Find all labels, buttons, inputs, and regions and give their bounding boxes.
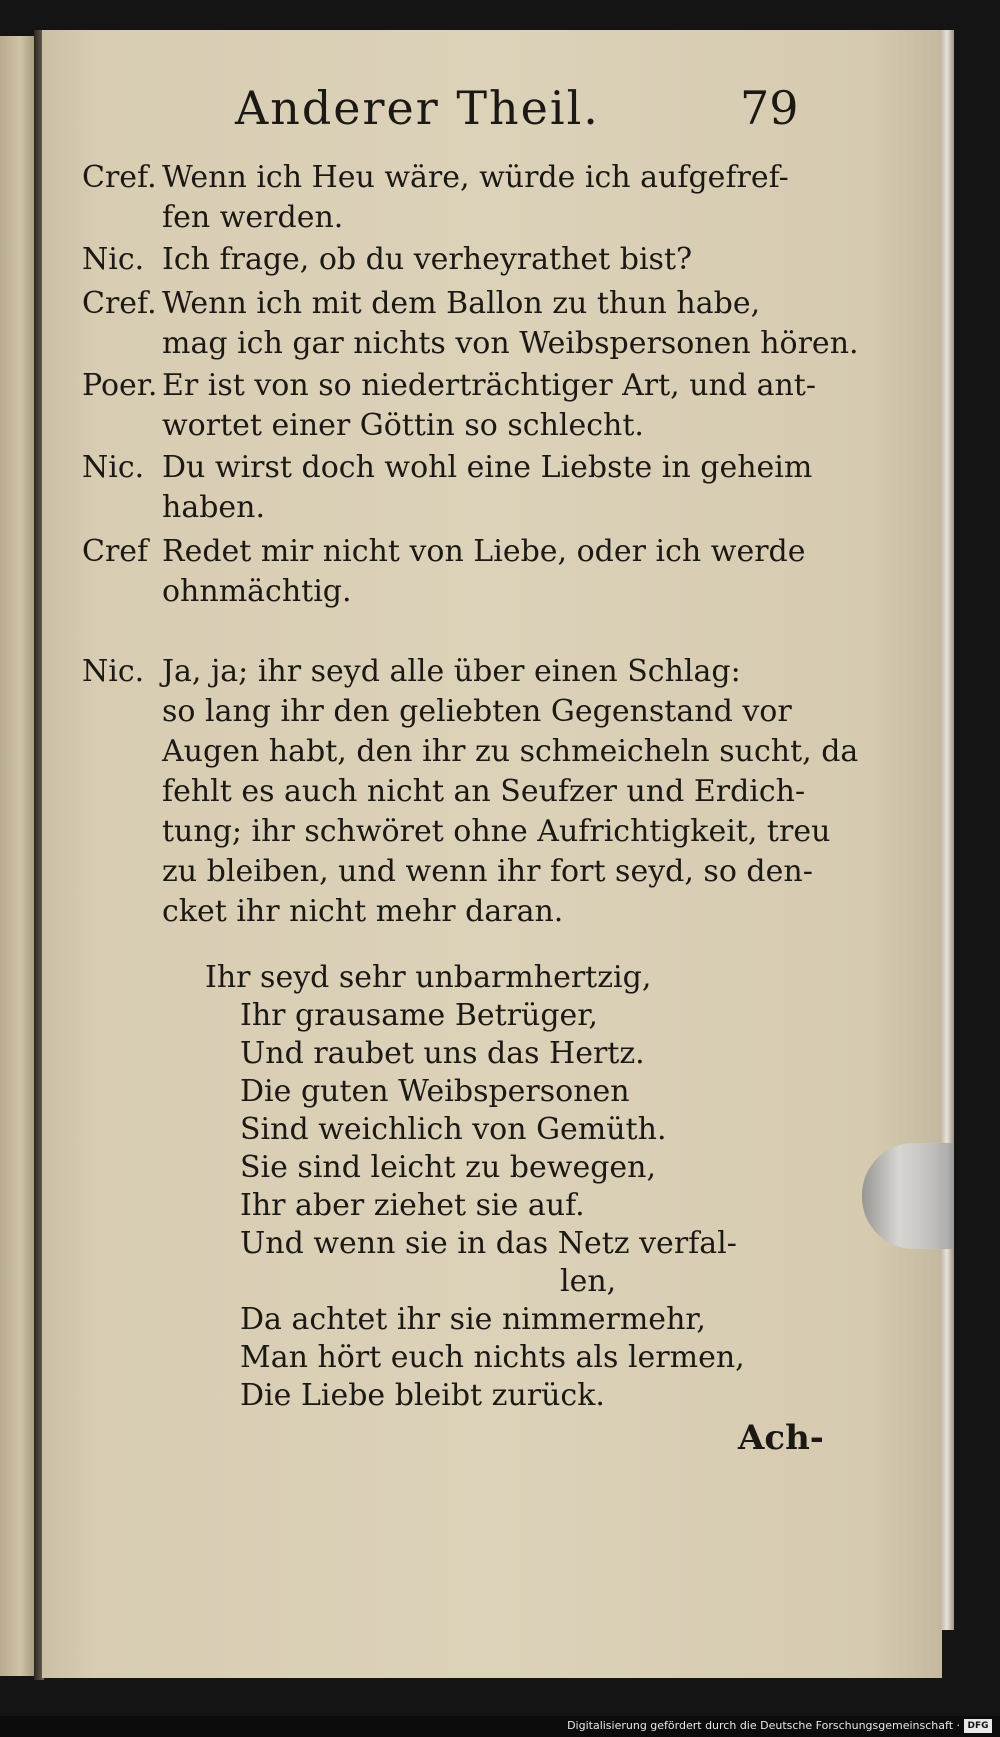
dialogue-line: Du wirst doch wohl eine Liebste in geheim — [162, 450, 813, 485]
verse-line: Die guten Weibspersonen — [240, 1074, 630, 1109]
speaker-label: Nic. — [82, 242, 145, 277]
page-number: 79 — [740, 81, 799, 135]
verse-line: Man hört euch nichts als lermen, — [240, 1340, 745, 1375]
dialogue-line: Er ist von so niederträchtiger Art, und ant- — [162, 368, 816, 403]
catchword: Ach- — [738, 1418, 824, 1458]
verse-line: Ihr seyd sehr unbarmhertzig, — [205, 960, 652, 995]
verse-line: Die Liebe bleibt zurück. — [240, 1378, 605, 1413]
dfg-logo-icon: DFG — [964, 1719, 992, 1733]
dialogue-line: wortet einer Göttin so schlecht. — [162, 408, 644, 443]
dialogue-line: fehlt es auch nicht an Seufzer und Erdich- — [162, 774, 806, 809]
verse-line: Da achtet ihr sie nimmermehr, — [240, 1302, 706, 1337]
dialogue-line: so lang ihr den geliebten Gegenstand vor — [162, 694, 792, 729]
page-clip — [862, 1143, 954, 1249]
dialogue-line: Wenn ich Heu wäre, würde ich aufgefref- — [162, 160, 789, 195]
dialogue-line: haben. — [162, 490, 266, 525]
verse-line: Sie sind leicht zu bewegen, — [240, 1150, 657, 1185]
previous-page-edge — [0, 36, 34, 1676]
verse-line: Sind weichlich von Gemüth. — [240, 1112, 667, 1147]
speaker-label: Nic. — [82, 450, 145, 485]
speaker-label: Poer. — [82, 368, 158, 403]
verse-line: Ihr aber ziehet sie auf. — [240, 1188, 585, 1223]
dialogue-line: Ja, ja; ihr seyd alle über einen Schlag: — [162, 654, 741, 689]
footer-bar — [0, 1716, 1000, 1737]
dialogue-line: Wenn ich mit dem Ballon zu thun habe, — [162, 286, 761, 321]
speaker-label: Cref. — [82, 286, 157, 321]
dialogue-line: Redet mir nicht von Liebe, oder ich werde — [162, 534, 806, 569]
speaker-label: Nic. — [82, 654, 145, 689]
dialogue-line: Augen habt, den ihr zu schmeicheln sucht, da — [162, 734, 859, 769]
dialogue-line: zu bleiben, und wenn ihr fort seyd, so den- — [162, 854, 813, 889]
dialogue-line: mag ich gar nichts von Weibspersonen hören. — [162, 326, 859, 361]
dialogue-line: Ich frage, ob du verheyrathet bist? — [162, 242, 693, 277]
verse-line: Und raubet uns das Hertz. — [240, 1036, 645, 1071]
speaker-label: Cref. — [82, 160, 157, 195]
verse-line: Und wenn sie in das Netz verfal- — [240, 1226, 737, 1261]
verse-line: Ihr grausame Betrüger, — [240, 998, 598, 1033]
dialogue-line: ohnmächtig. — [162, 574, 352, 609]
page-stack-edge — [940, 30, 954, 1630]
speaker-label: Cref — [82, 534, 149, 569]
verse-line-continuation: len, — [560, 1264, 617, 1299]
dialogue-line: fen werden. — [162, 200, 344, 235]
dialogue-line: cket ihr nicht mehr daran. — [162, 894, 564, 929]
dialogue-line: tung; ihr schwöret ohne Aufrichtigkeit, treu — [162, 814, 831, 849]
footer-credit: Digitalisierung gefördert durch die Deutsche Forschungsgemeinschaft · — [567, 1719, 960, 1732]
running-header: Anderer Theil. — [235, 81, 600, 135]
